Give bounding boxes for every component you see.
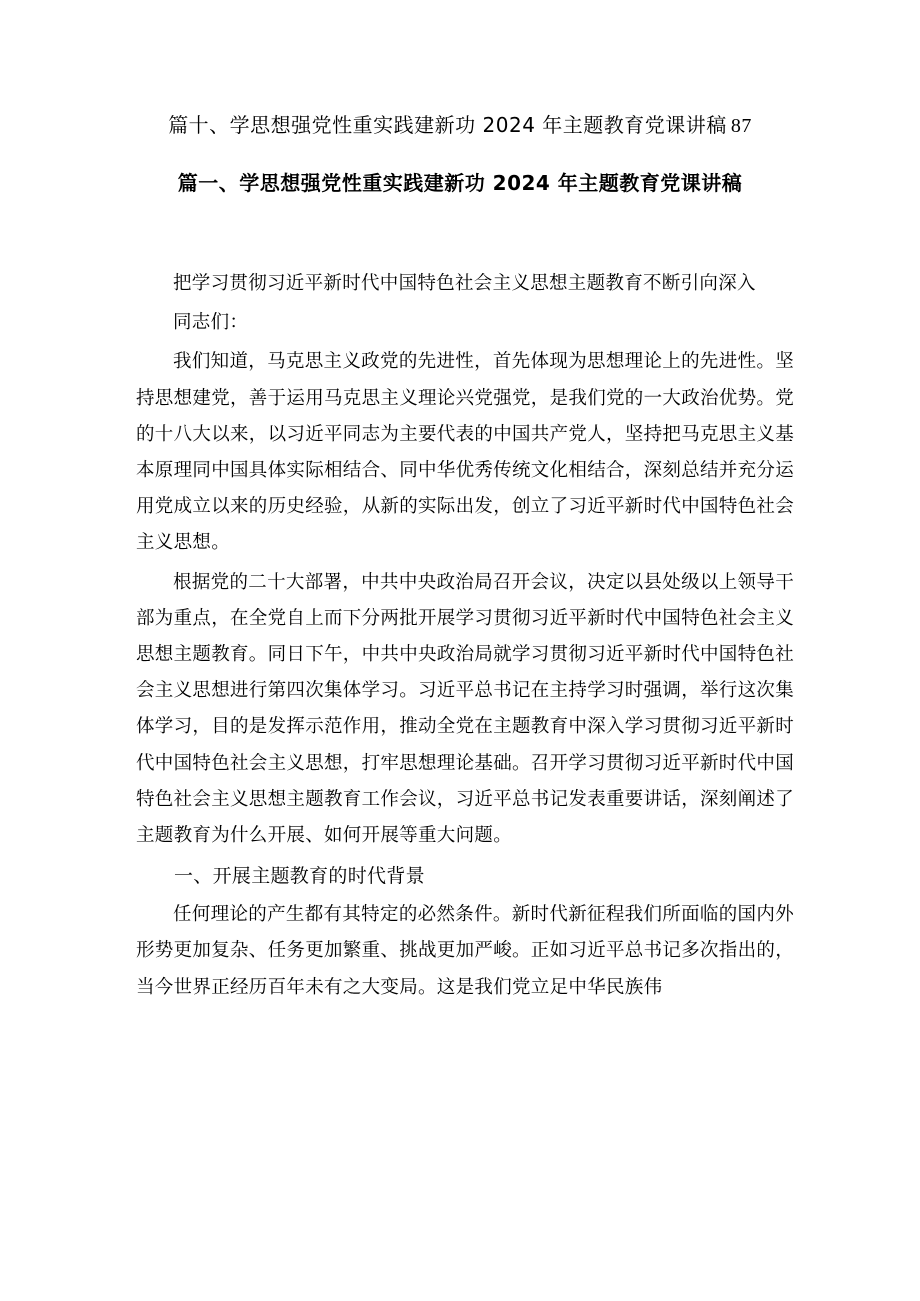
toc-entry[interactable]	[0, 110, 920, 141]
toc-page-number: 87	[730, 115, 752, 137]
body-paragraph-2: 根据党的二十大部署，中共中央政治局召开会议，决定以县处级以上领导干部为重点，在全党自上而下分两批开展学习贯彻习近平新时代中国特色社会主义思想主题教育。同日下午，中共中央政治局就学习贯彻习近平新时代中国特色社会主义思想进行第四次集体学习。习近平总书记在主持学习时强调，举行这次集体学习，目的是发挥示范作用，推动全党在主题教育中深入学习贯彻习近平新时代中国特色社会主义思想，打牢思想理论基础。召开学习贯彻习近平新时代中国特色社会主义思想主题教育工作会议，习近平总书记发表重要讲话，深刻阐述了主题教育为什么开展、如何开展等重大问题。	[136, 571, 795, 847]
document-body	[136, 266, 794, 1009]
greeting: 同志们：	[173, 312, 249, 334]
toc-entry-text: 篇十、学思想强党性重实践建新功 2024 年主题教育党课讲稿	[168, 113, 727, 137]
section-heading: 一、开展主题教育的时代背景	[174, 865, 425, 888]
document-title: 篇一、学思想强党性重实践建新功 2024 年主题教育党课讲稿	[177, 171, 743, 195]
body-paragraph-1: 我们知道，马克思主义政党的先进性，首先体现为思想理论上的先进性。坚持思想建党，善于运用马克思主义理论兴党强党，是我们党的一大政治优势。党的十八大以来，以习近平同志为主要代表的中国共产党人，坚持把马克思主义基本原理同中国具体实际相结合、同中华优秀传统文化相结合，深刻总结并充分运用党成立以来的历史经验，从新的实际出发，创立了习近平新时代中国特色社会主义思想。	[136, 351, 795, 554]
section-paragraph: 任何理论的产生都有其特定的必然条件。新时代新征程我们所面临的国内外形势更加复杂、任务更加繁重、挑战更加严峻。正如习近平总书记多次指出的，当今世界正经历百年未有之大变局。这是我们党立足中华民族伟	[136, 904, 795, 998]
speech-subtitle: 把学习贯彻习近平新时代中国特色社会主义思想主题教育不断引向深入	[173, 273, 756, 294]
